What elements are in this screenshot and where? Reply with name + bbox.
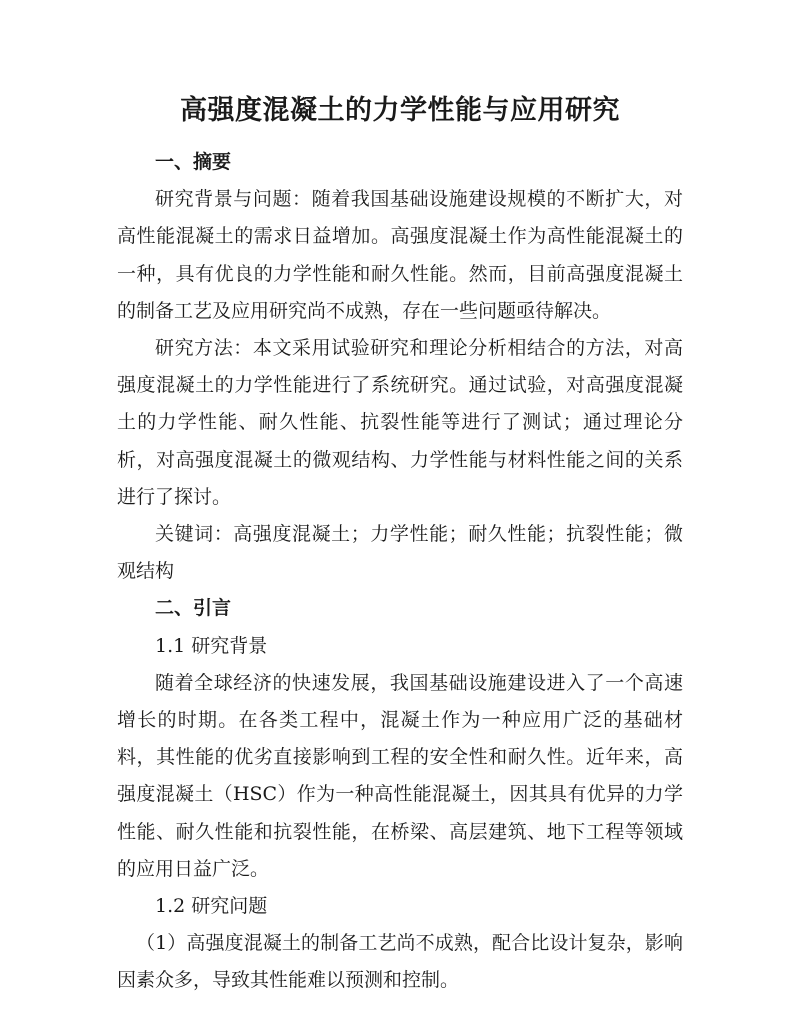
abstract-background-paragraph: 研究背景与问题：随着我国基础设施建设规模的不断扩大，对高性能混凝土的需求日益增加。高强度混凝土作为高性能混凝土的一种，具有优良的力学性能和耐久性能。然而，目前高强度混凝土的制备工艺及应用研究尚不成熟，存在一些问题亟待解决。	[117, 188, 683, 322]
section-1-1-heading: 1.1 研究背景	[155, 634, 268, 657]
document-body	[117, 144, 683, 1000]
abstract-keywords: 关键词：高强度混凝土；力学性能；耐久性能；抗裂性能；微观结构	[117, 523, 683, 583]
abstract-methods-paragraph: 研究方法：本文采用试验研究和理论分析相结合的方法，对高强度混凝土的力学性能进行了系统研究。通过试验，对高强度混凝土的力学性能、耐久性能、抗裂性能等进行了测试；通过理论分析，对高强度混凝土的微观结构、力学性能与材料性能之间的关系进行了探讨。	[117, 337, 683, 508]
section-1-2-heading: 1.2 研究问题	[155, 895, 268, 918]
introduction-heading: 二、引言	[155, 597, 232, 620]
abstract-heading: 一、摘要	[155, 151, 232, 173]
section-1-2-item-1: （1）高强度混凝土的制备工艺尚不成熟，配合比设计复杂，影响因素众多，导致其性能难以预测和控制。	[117, 932, 683, 992]
section-1-1-paragraph: 随着全球经济的快速发展，我国基础设施建设进入了一个高速增长的时期。在各类工程中，混凝土作为一种应用广泛的基础材料，其性能的优劣直接影响到工程的安全性和耐久性。近年来，高强度混凝土（HSC）作为一种高性能混凝土，因其具有优异的力学性能、耐久性能和抗裂性能，在桥梁、高层建筑、地下工程等领域的应用日益广泛。	[117, 671, 683, 880]
document-title: 高强度混凝土的力学性能与应用研究	[180, 95, 620, 126]
